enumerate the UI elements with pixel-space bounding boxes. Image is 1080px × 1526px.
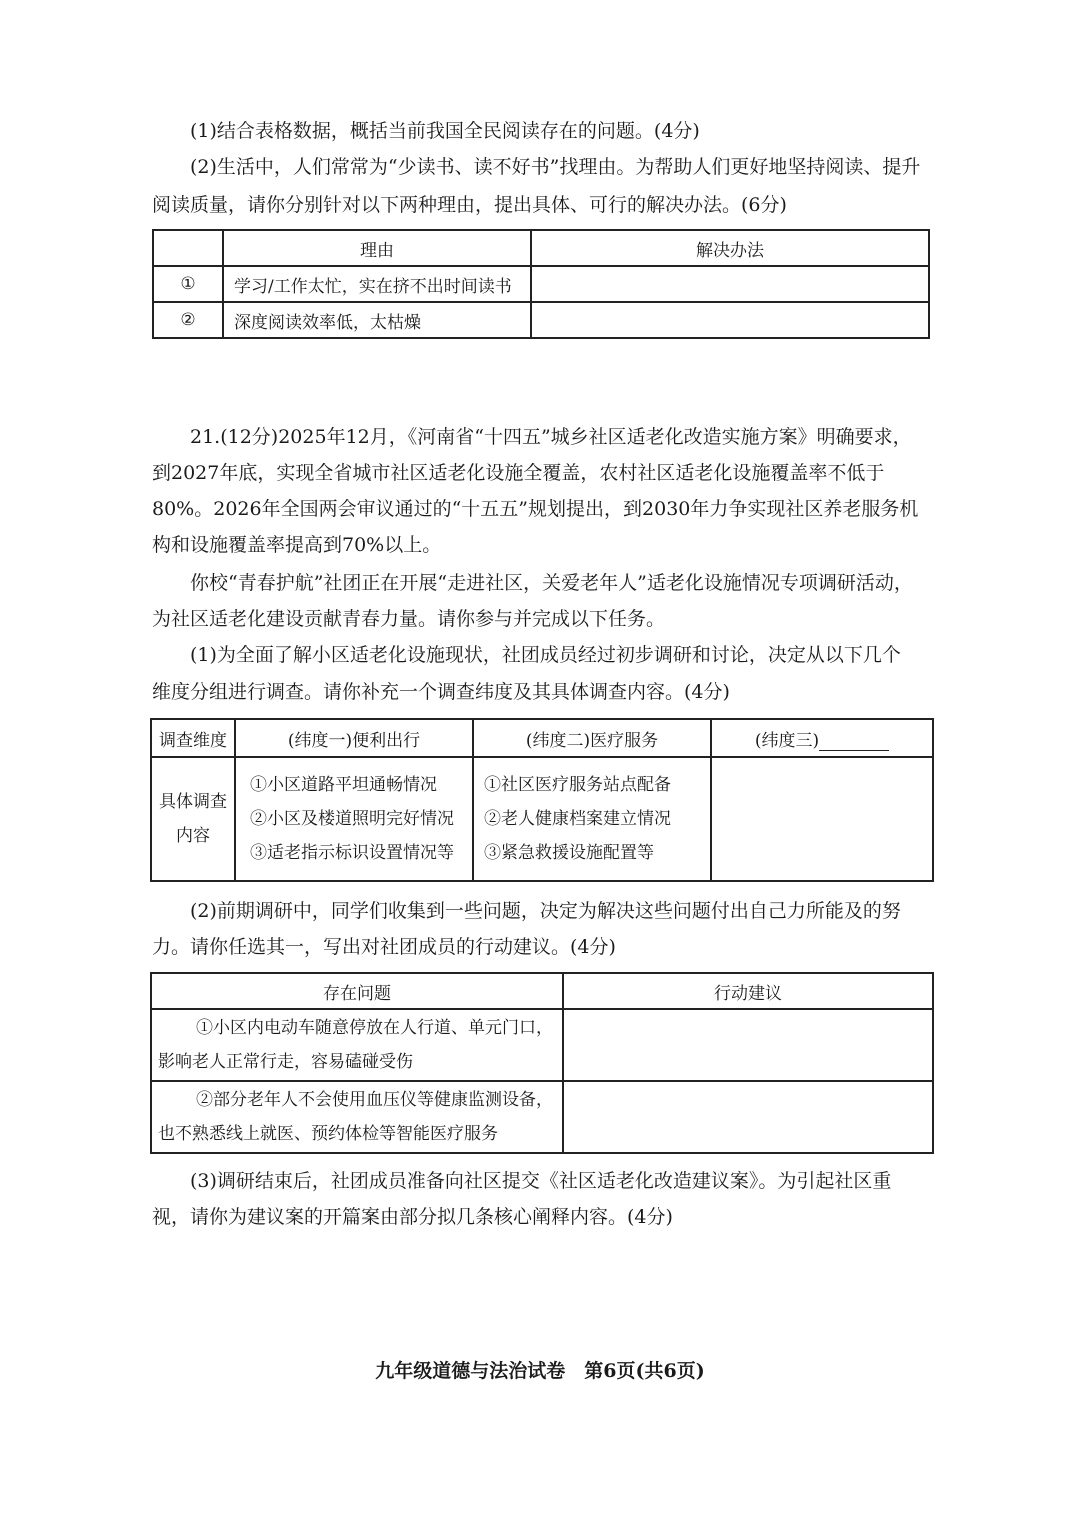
q21-sub2-line1: (2)前期调研中，同学们收集到一些问题，决定为解决这些问题付出自己力所能及的努	[190, 900, 901, 922]
list-item: ①小区道路平坦通畅情况	[250, 775, 437, 795]
solution-answer-cell[interactable]	[531, 302, 929, 338]
q20-sub2-line2: 阅读质量，请你分别针对以下两种理由，提出具体、可行的解决办法。(6分)	[152, 194, 787, 216]
q21-sub3-line2: 视，请你为建议案的开篇案由部分拟几条核心阐释内容。(4分)	[152, 1206, 673, 1228]
list-item: ③紧急救援设施配置等	[484, 843, 654, 863]
list-item: ②小区及楼道照明完好情况	[250, 809, 454, 829]
row-number: ②	[153, 302, 223, 338]
list-item: ①社区医疗服务站点配备	[484, 775, 671, 795]
row-number: ①	[153, 266, 223, 302]
q21-intro-line2: 到2027年底，实现全省城市社区适老化设施全覆盖，农村社区适老化设施覆盖率不低于	[152, 462, 885, 484]
header-solution: 解决办法	[531, 230, 929, 266]
q21-intro-line1: 21.(12分)2025年12月，《河南省“十四五”城乡社区适老化改造实施方案》明确要求，	[190, 426, 912, 448]
suggestion-answer-cell[interactable]	[563, 1081, 933, 1153]
dimension-1-items	[235, 757, 473, 881]
q21-para2-line2: 为社区适老化建设贡献青春力量。请你参与并完成以下任务。	[152, 608, 666, 630]
q21-para2-line1: 你校“青春护航”社团正在开展“走进社区，关爱老年人”适老化设施情况专项调研活动，	[190, 572, 913, 594]
solution-answer-cell[interactable]	[531, 266, 929, 302]
row-header-dimension: 调查维度	[151, 719, 235, 757]
dimension-3-title: (纬度三)	[754, 730, 820, 751]
row-header-content	[151, 757, 235, 881]
reason-solution-table	[152, 229, 930, 339]
suggestion-answer-cell[interactable]	[563, 1009, 933, 1081]
survey-dimension-table	[150, 718, 934, 882]
header-reason: 理由	[223, 230, 531, 266]
dimension-2-title: (纬度二)医疗服务	[473, 719, 711, 757]
q20-sub2-line1: (2)生活中，人们常常为“少读书、读不好书”找理由。为帮助人们更好地坚持阅读、提升	[190, 156, 921, 178]
q21-intro-line4: 构和设施覆盖率提高到70%以上。	[152, 534, 442, 556]
issue-suggestion-table	[150, 972, 934, 1154]
row-header-content-line2: 内容	[176, 826, 210, 846]
header-suggestion: 行动建议	[563, 973, 933, 1009]
dimension-2-items	[473, 757, 711, 881]
q21-sub3-line1: (3)调研结束后，社团成员准备向社区提交《社区适老化改造建议案》。为引起社区重	[190, 1170, 892, 1192]
q20-sub1: (1)结合表格数据，概括当前我国全民阅读存在的问题。(4分)	[190, 120, 700, 142]
dimension-1-title: (纬度一)便利出行	[235, 719, 473, 757]
list-item: ②老人健康档案建立情况	[484, 809, 671, 829]
issue-cell	[151, 1081, 563, 1153]
dimension-3-title-cell[interactable]	[711, 719, 933, 757]
list-item: ③适老指示标识设置情况等	[250, 843, 454, 863]
page-footer: 九年级道德与法治试卷 第6页(共6页)	[375, 1360, 705, 1382]
q21-sub1-line2: 维度分组进行调查。请你补充一个调查纬度及其具体调查内容。(4分)	[152, 681, 730, 703]
issue-line: 也不熟悉线上就医、预约体检等智能医疗服务	[158, 1124, 498, 1144]
reason-cell: 深度阅读效率低，太枯燥	[223, 302, 531, 338]
q21-intro-line3: 80%。2026年全国两会审议通过的“十五五”规划提出，到2030年力争实现社区养老服务机	[152, 498, 919, 520]
issue-cell	[151, 1009, 563, 1081]
dimension-3-blank[interactable]	[819, 734, 889, 751]
q21-sub1-line1: (1)为全面了解小区适老化设施现状，社团成员经过初步调研和讨论，决定从以下几个	[190, 644, 901, 666]
row-header-content-line1: 具体调查	[159, 792, 227, 812]
issue-line: 影响老人正常行走，容易磕碰受伤	[158, 1052, 413, 1072]
issue-line: ②部分老年人不会使用血压仪等健康监测设备，	[196, 1090, 553, 1110]
dimension-3-answer-cell[interactable]	[711, 757, 933, 881]
q21-sub2-line2: 力。请你任选其一，写出对社团成员的行动建议。(4分)	[152, 936, 616, 958]
header-issue: 存在问题	[151, 973, 563, 1009]
reason-cell: 学习/工作太忙，实在挤不出时间读书	[223, 266, 531, 302]
issue-line: ①小区内电动车随意停放在人行道、单元门口，	[196, 1018, 553, 1038]
